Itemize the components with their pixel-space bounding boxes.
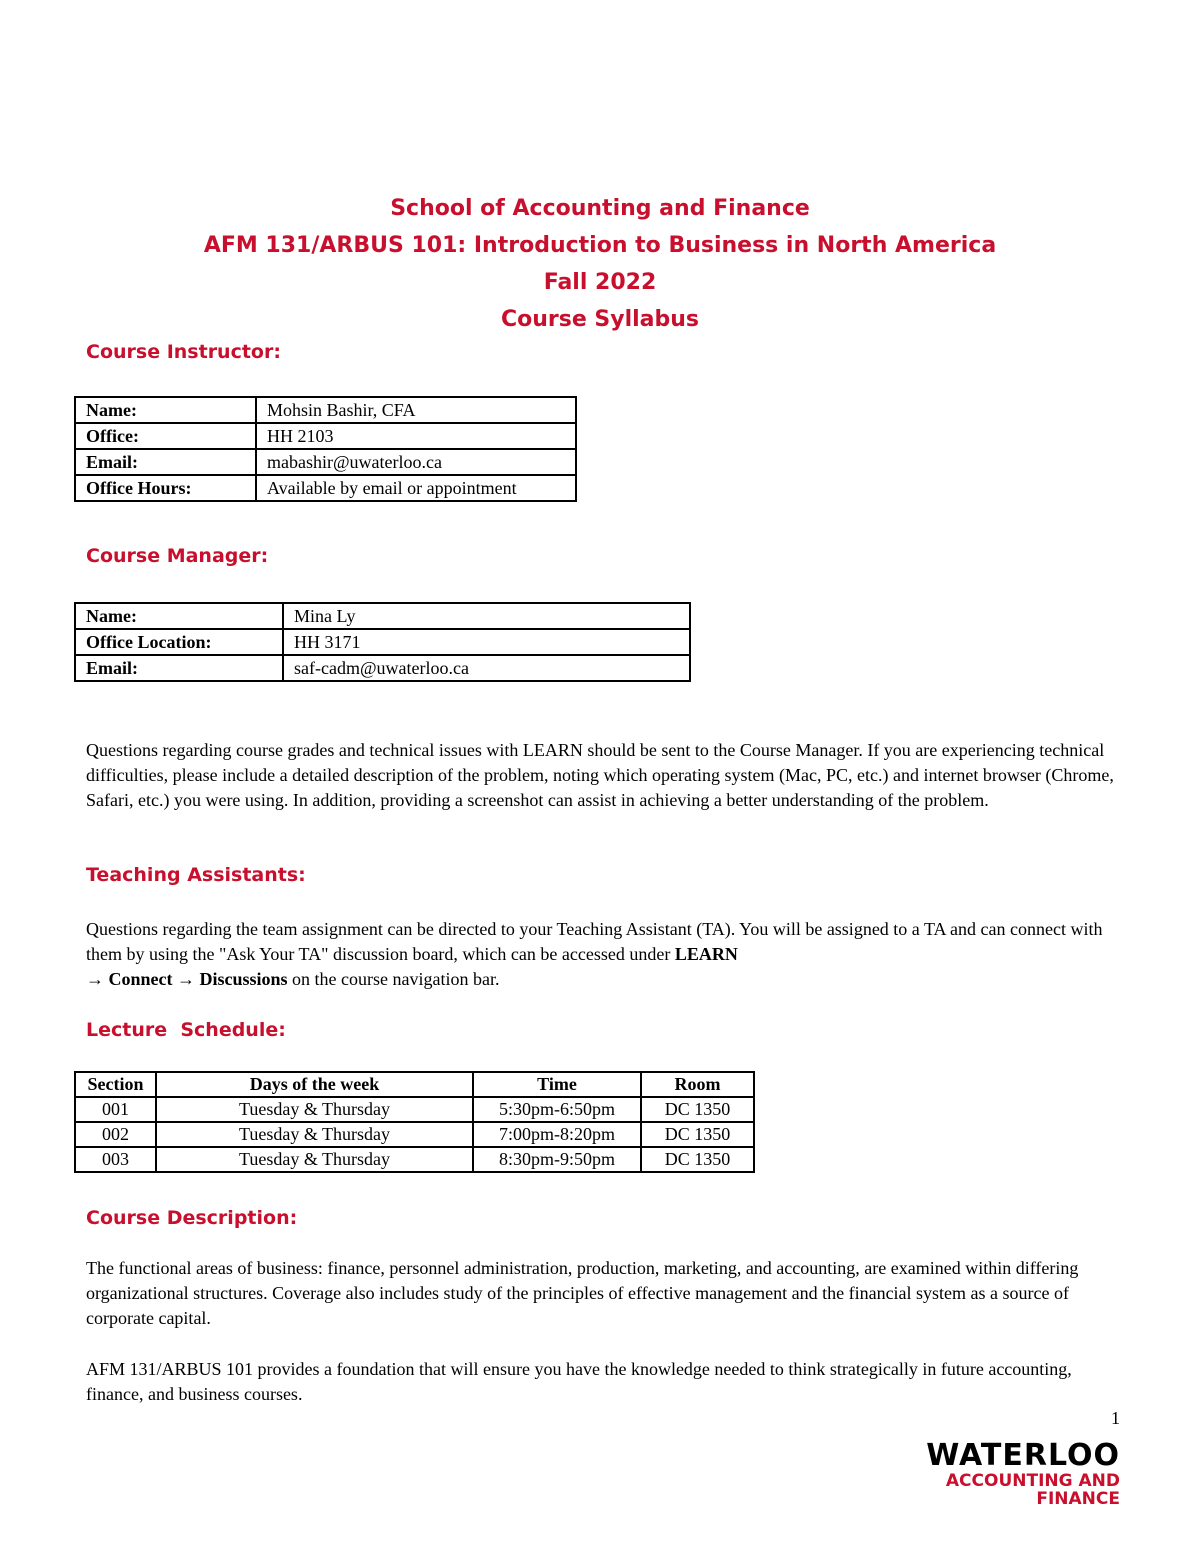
logo-line-3: FINANCE [1036,1489,1120,1509]
room-cell: DC 1350 [641,1097,754,1122]
description-paragraph-1: The functional areas of business: finance, personnel administration, production, marketing, and accounting, are examined within differing organizational structures. Coverage also includes study of the principles of effective management and the financial system as a source of corporate capital. [86,1258,1079,1328]
table-row [75,1122,754,1147]
document-type: Course Syllabus [500,307,700,332]
table-row [75,655,690,681]
table-row [75,1147,754,1172]
manager-heading: Course Manager: [86,545,269,567]
table-row [75,397,576,423]
page-number: 1 [1111,1408,1120,1428]
term: Fall 2022 [543,270,657,295]
waterloo-logo [926,1440,1120,1508]
room-cell: DC 1350 [641,1147,754,1172]
description-paragraph-2: AFM 131/ARBUS 101 provides a foundation that will ensure you have the knowledge needed to think strategically in future accounting, finance, and business courses. [86,1359,1072,1404]
days-cell: Tuesday & Thursday [156,1122,473,1147]
instructor-heading: Course Instructor: [86,341,281,363]
manager-email-value: saf-cadm@uwaterloo.ca [283,655,690,681]
section-cell: 003 [75,1147,156,1172]
section-cell: 002 [75,1122,156,1147]
ta-text-outro: on the course navigation bar. [287,969,500,989]
table-row [75,449,576,475]
course-title: AFM 131/ARBUS 101: Introduction to Business in North America [203,233,997,258]
column-header-time: Time [473,1072,641,1097]
logo-line-1: WATERLOO [926,1438,1120,1473]
arrow-right-icon: → [177,969,195,989]
section-cell: 001 [75,1097,156,1122]
time-cell: 7:00pm-8:20pm [473,1122,641,1147]
table-header-row [75,1072,754,1097]
table-row [75,423,576,449]
course-manager-note: Questions regarding course grades and technical issues with LEARN should be sent to the Course Manager. If you are experiencing technical difficulties, please include a detailed description of the problem, noting which operating system (Mac, PC, etc.) and internet browser (Chrome, Safari, etc.) you were using. In addition, providing a screenshot can assist in achieving a better understanding of the problem. [86,740,1114,810]
ta-text-intro: Questions regarding the team assignment can be directed to your Teaching Assistant (TA). You will be assigned to a TA and can connect with them by using the "Ask Your TA" discussion board, which can be accessed under [86,919,1103,964]
instructor-name-label: Name: [75,397,256,423]
instructor-hours-label: Office Hours: [75,475,256,501]
time-cell: 8:30pm-9:50pm [473,1147,641,1172]
instructor-office-label: Office: [75,423,256,449]
arrow-right-icon: → [86,969,104,989]
instructor-office-value: HH 2103 [256,423,576,449]
instructor-email-value: mabashir@uwaterloo.ca [256,449,576,475]
instructor-hours-value: Available by email or appointment [256,475,576,501]
description-heading: Course Description: [86,1207,298,1229]
days-cell: Tuesday & Thursday [156,1147,473,1172]
manager-name-value: Mina Ly [283,603,690,629]
instructor-name-value: Mohsin Bashir, CFA [256,397,576,423]
logo-line-2: ACCOUNTING AND [945,1471,1120,1491]
schedule-heading: Lecture Schedule: [86,1019,286,1041]
column-header-section: Section [75,1072,156,1097]
ta-connect-label: Connect [108,969,173,989]
manager-office-label: Office Location: [75,629,283,655]
table-row [75,603,690,629]
manager-email-label: Email: [75,655,283,681]
table-row [75,629,690,655]
manager-office-value: HH 3171 [283,629,690,655]
column-header-room: Room [641,1072,754,1097]
school-name: School of Accounting and Finance [390,196,810,221]
table-row [75,475,576,501]
ta-learn-label: LEARN [674,944,738,964]
ta-heading: Teaching Assistants: [86,864,306,886]
ta-discussions-label: Discussions [199,969,288,989]
lecture-schedule-table [74,1071,755,1173]
column-header-days: Days of the week [156,1072,473,1097]
days-cell: Tuesday & Thursday [156,1097,473,1122]
ta-paragraph [86,917,1116,992]
table-row [75,1097,754,1122]
manager-name-label: Name: [75,603,283,629]
instructor-table [74,396,577,502]
time-cell: 5:30pm-6:50pm [473,1097,641,1122]
manager-table [74,602,691,682]
room-cell: DC 1350 [641,1122,754,1147]
document-title-block [0,190,1200,338]
instructor-email-label: Email: [75,449,256,475]
